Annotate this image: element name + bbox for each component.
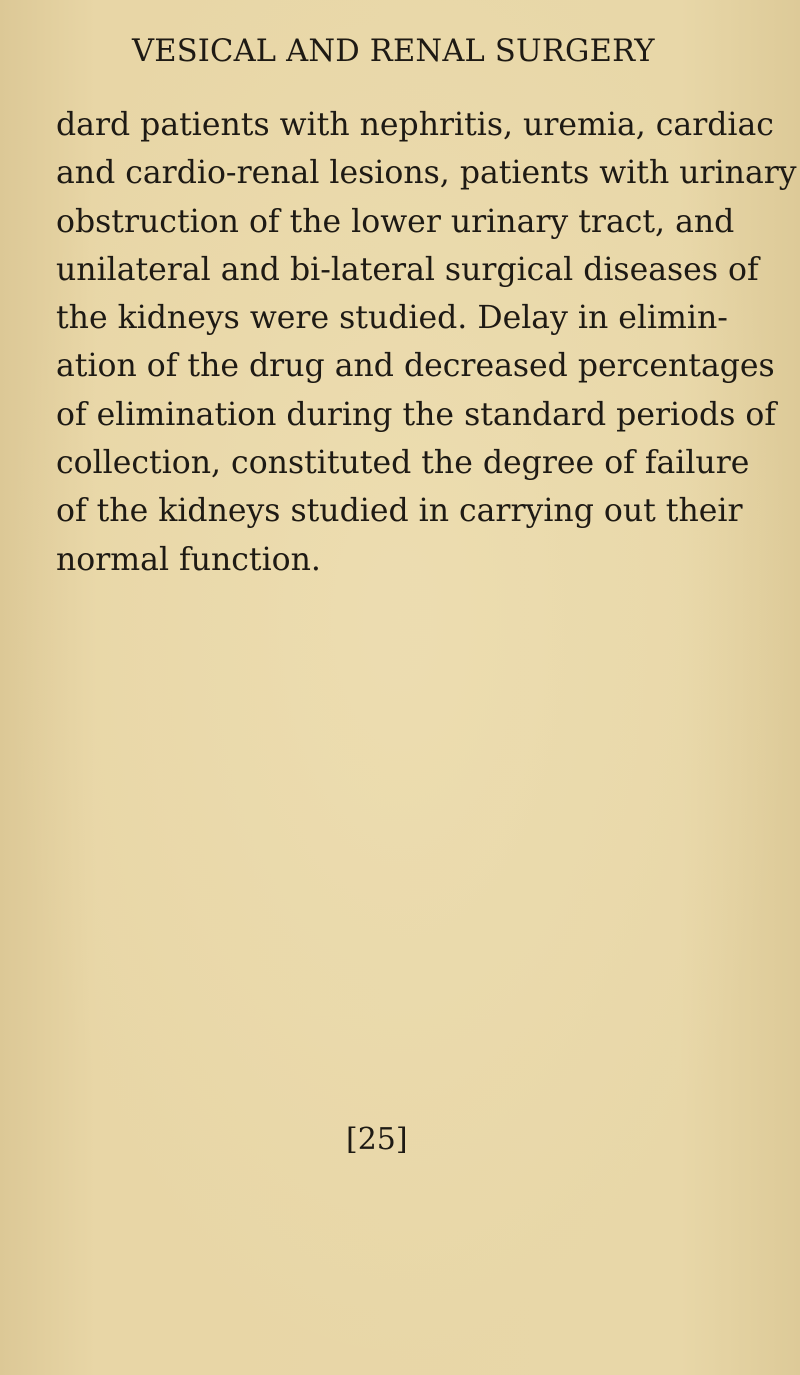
text-line: ation of the drug and decreased percentages [56, 348, 775, 385]
text-line: obstruction of the lower urinary tract, and [56, 203, 735, 240]
body-paragraph [56, 101, 797, 584]
running-head: VESICAL AND RENAL SURGERY [132, 34, 655, 69]
text-line: dard patients with nephritis, uremia, cardiac [56, 107, 774, 143]
text-line: of the kidneys studied in carrying out their [56, 493, 743, 530]
text-line: and cardio-renal lesions, patients with urinary [56, 155, 797, 192]
text-line: collection, constituted the degree of failure [56, 445, 750, 482]
text-line-last: normal function. [56, 541, 321, 578]
page-number: [25] [346, 1122, 408, 1157]
text-line: of elimination during the standard periods of [56, 396, 777, 433]
text-line: the kidneys were studied. Delay in elimin- [56, 300, 728, 337]
text-line: unilateral and bi-lateral surgical diseases of [56, 251, 759, 288]
